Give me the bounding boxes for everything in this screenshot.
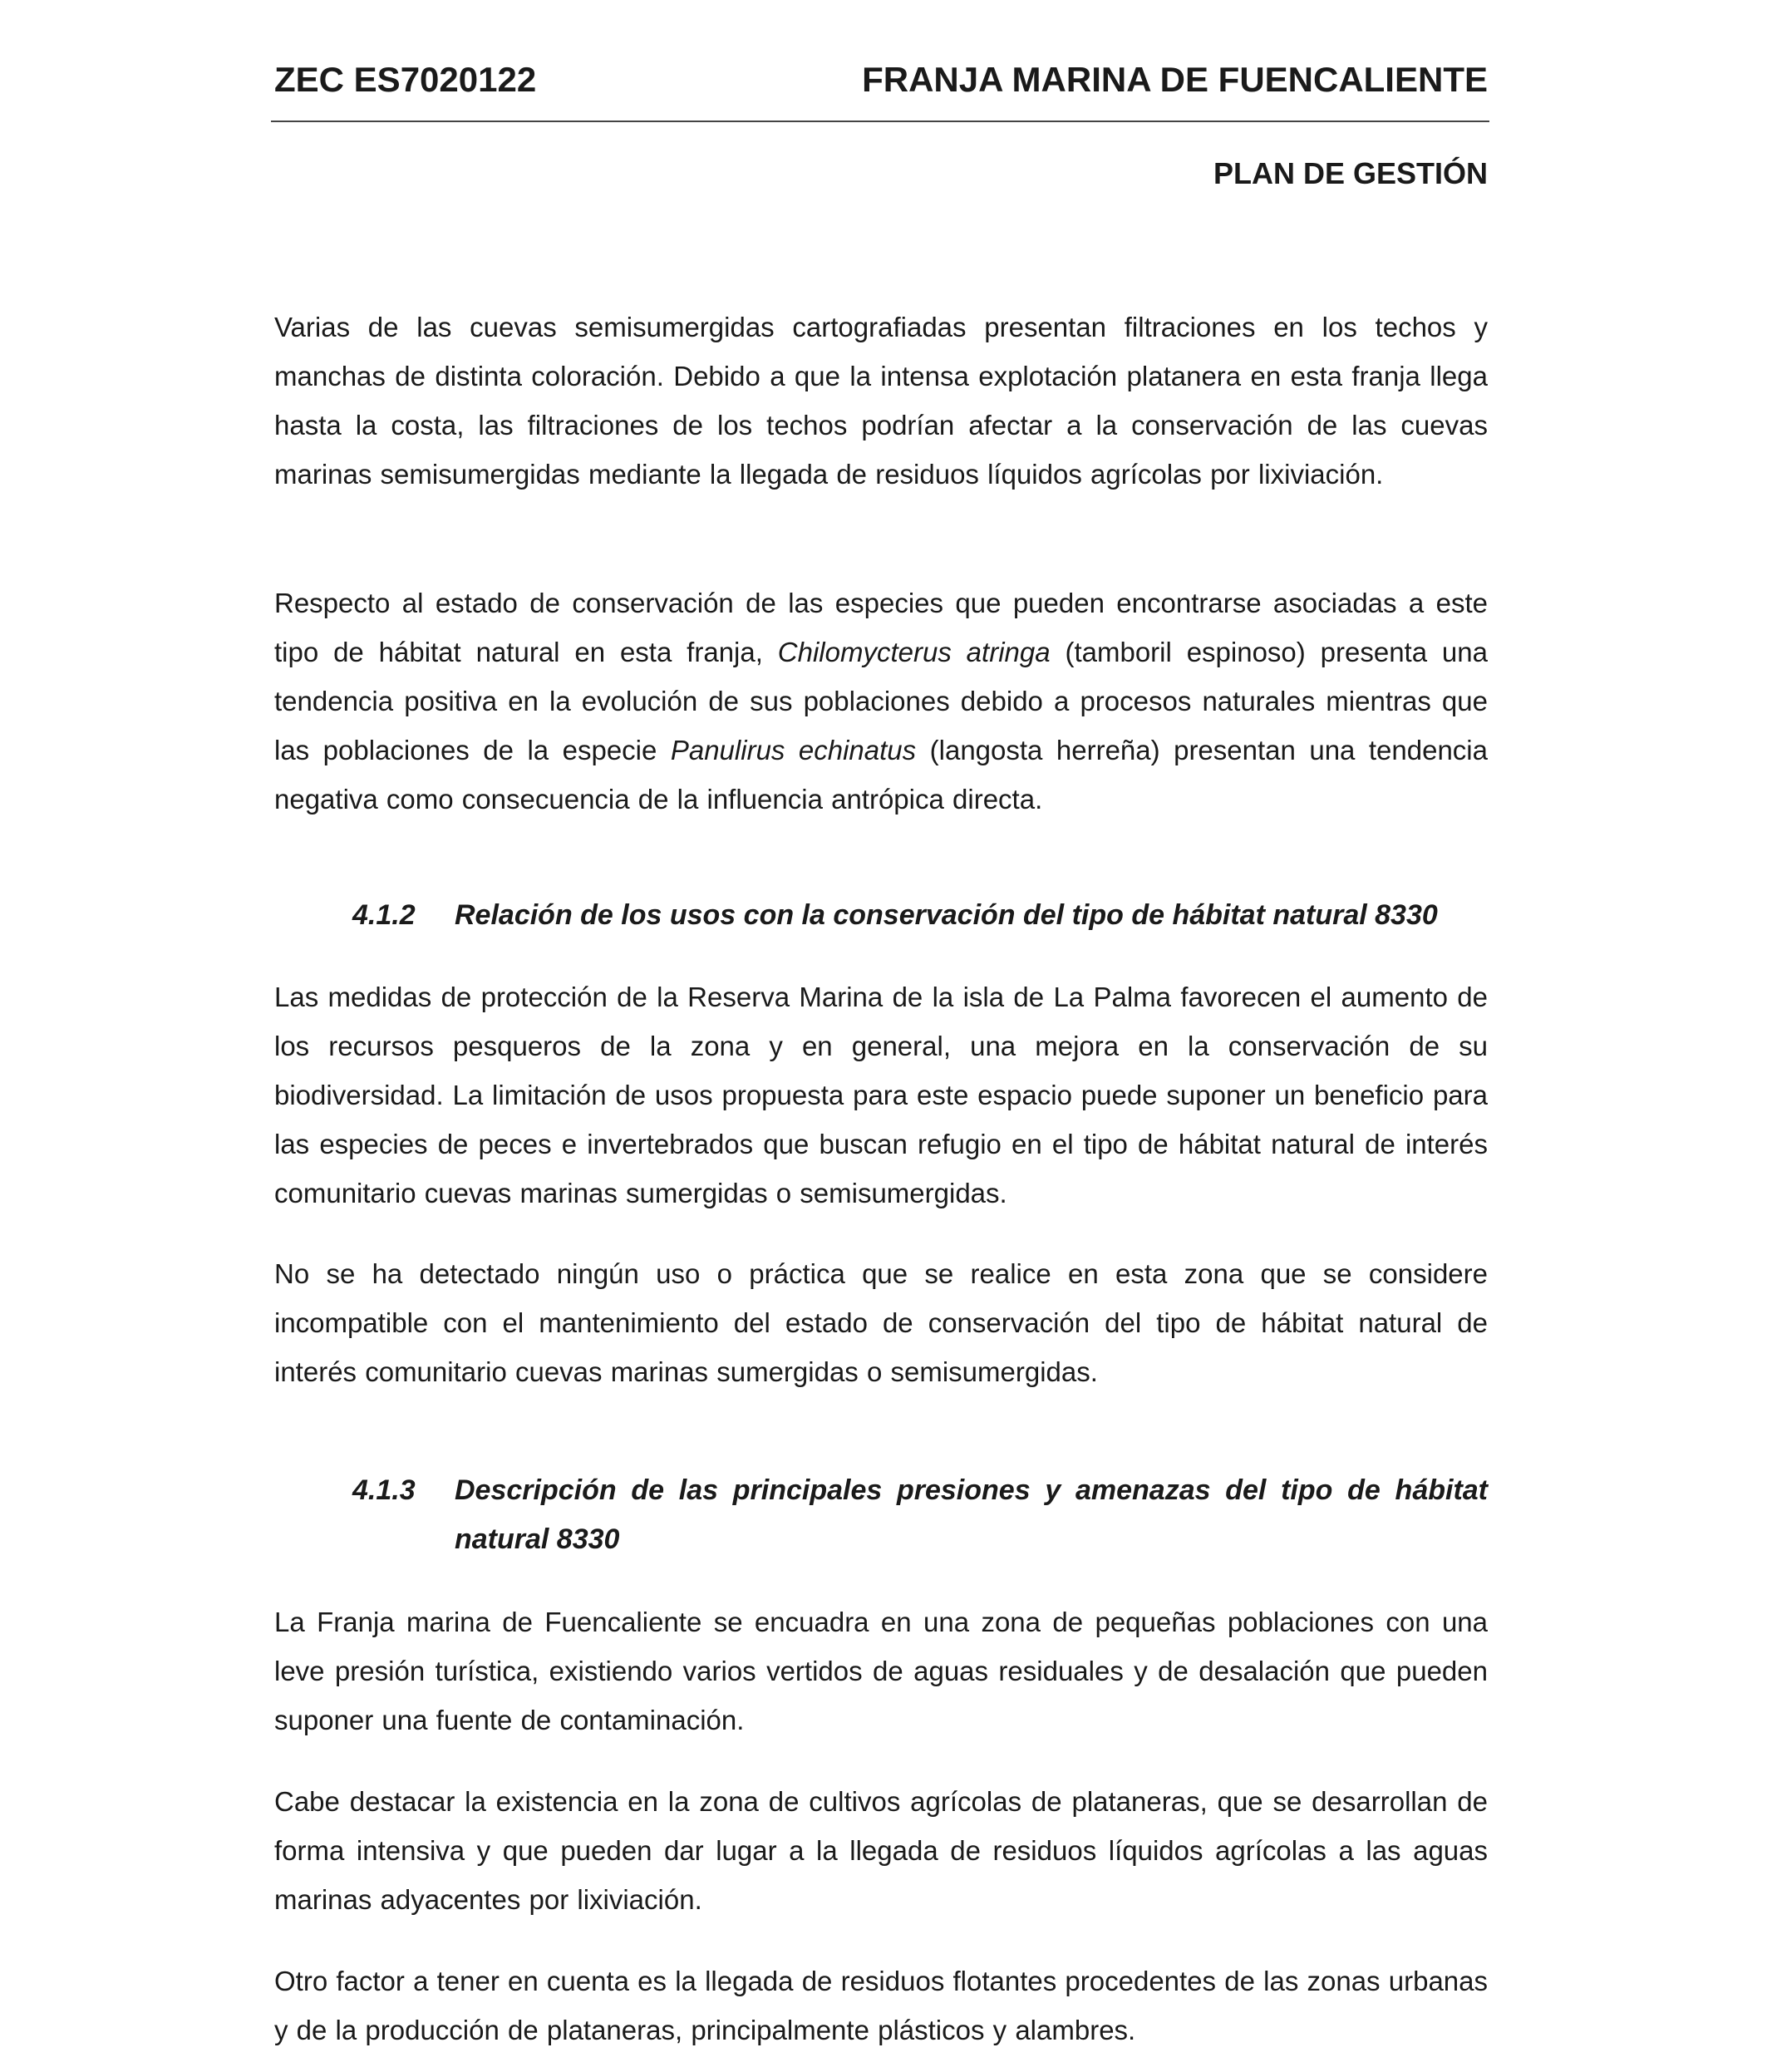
paragraph-usos-incompatibles: No se ha detectado ningún uso o práctica que se realice en esta zona que se considere incompatible con el mantenimiento del estado de conservación del tipo de hábitat natural de interés comunitario cuevas marinas sumergidas o semisumergidas. [274, 1258, 1488, 1387]
paragraph-cultivos-agricolas: Cabe destacar la existencia en la zona de cultivos agrícolas de plataneras, que se desarrollan de forma intensiva y que pueden dar lugar a la llegada de residuos líquidos agrícolas a las aguas marinas adyacentes por lixiviación. [274, 1786, 1488, 1915]
paragraph-especies-part1: Respecto al estado de conservación de las especies que pueden encontrarse asociadas a este tipo de hábitat natural en esta franja, [274, 588, 1488, 667]
page-header [274, 55, 1488, 105]
species-name-panulirus: Panulirus echinatus [670, 735, 917, 765]
paragraph-residuos-flotantes: Otro factor a tener en cuenta es la llegada de residuos flotantes procedentes de las zonas urbanas y de la producción de plataneras, principalmente plásticos y alambres. [274, 1966, 1488, 2045]
paragraph-especies-part2: (tamboril espinoso) presenta una tendencia positiva en la evolución de sus poblaciones debido a procesos naturales mientras que las poblaciones de la especie [274, 637, 1488, 765]
section-number: 4.1.3 [352, 1474, 416, 1506]
document-subtitle: PLAN DE GESTIÓN [1213, 156, 1488, 190]
header-site-name: FRANJA MARINA DE FUENCALIENTE [862, 60, 1488, 99]
section-title: Relación de los usos con la conservación del tipo de hábitat natural 8330 [455, 899, 1438, 931]
section-heading-4-1-2 [274, 891, 1488, 940]
paragraph-especies-part3: (langosta herreña) presentan una tendencia negativa como consecuencia de la influencia antrópica directa. [274, 735, 1488, 815]
section-heading-4-1-3 [274, 1466, 1488, 1564]
paragraph-medidas-proteccion: Las medidas de protección de la Reserva Marina de la isla de La Palma favorecen el aumento de los recursos pesqueros de la zona y en general, una mejora en la conservación de su biodiversidad. La limitación de usos propuesta para este espacio puede suponer un beneficio para las especies de peces e invertebrados que buscan refugio en el tipo de hábitat natural de interés comunitario cuevas marinas sumergidas o semisumergidas. [274, 982, 1488, 1208]
section-title: Descripción de las principales presiones y amenazas del tipo de hábitat natural 8330 [455, 1474, 1488, 1555]
species-name-chilomycterus: Chilomycterus atringa [777, 637, 1051, 667]
paragraph-especies [274, 578, 1488, 824]
paragraph-filtraciones: Varias de las cuevas semisumergidas cartografiadas presentan filtraciones en los techos y manchas de distinta coloración. Debido a que la intensa explotación platanera en esta franja llega hasta la costa, las filtraciones de los techos podrían afectar a la conservación de las cuevas marinas semisumergidas mediante la llegada de residuos líquidos agrícolas por lixiviación. [274, 312, 1488, 490]
header-divider [271, 121, 1489, 122]
section-number: 4.1.2 [352, 899, 416, 931]
paragraph-presion-turistica: La Franja marina de Fuencaliente se encuadra en una zona de pequeñas poblaciones con una leve presión turística, existiendo varios vertidos de aguas residuales y de desalación que pueden suponer una fuente de contaminación. [274, 1607, 1488, 1735]
header-site-code: ZEC ES7020122 [274, 60, 537, 99]
